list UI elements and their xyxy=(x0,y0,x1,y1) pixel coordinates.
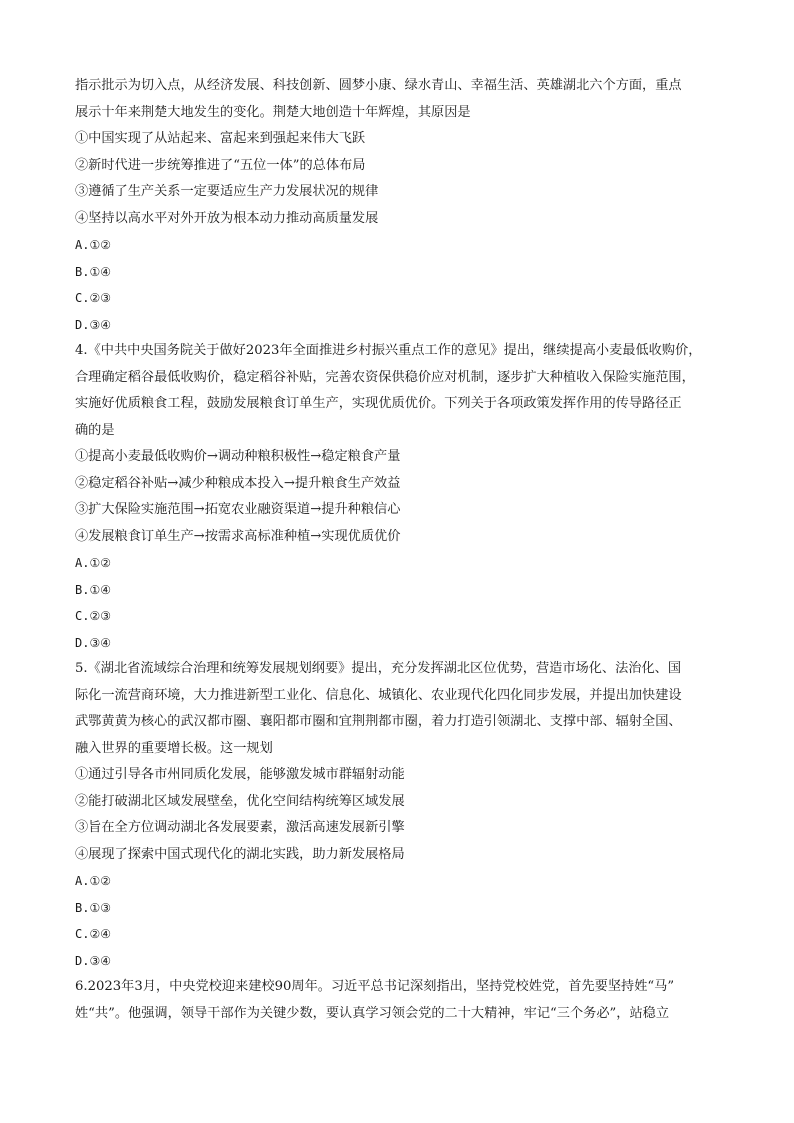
stem-line: 6.2023年3月，中央党校迎来建校90周年。习近平总书记深刻指出，坚持党校姓党，首先要坚持姓“马” xyxy=(75,979,675,994)
choice-c: C.②④ xyxy=(75,927,111,941)
statement-1: ①提高小麦最低收购价→调动种粮积极性→稳定粮食产量 xyxy=(75,449,401,464)
statement-3: ③扩大保险实施范围→拓宽农业融资渠道→提升种粮信心 xyxy=(75,502,401,517)
stem-line: 展示十年来荆楚大地发生的变化。荆楚大地创造十年辉煌，其原因是 xyxy=(75,104,471,120)
statement-4: ④坚持以高水平对外开放为根本动力推动高质量发展 xyxy=(75,210,379,226)
question-5 xyxy=(75,656,725,974)
stem-line: 合理确定稻谷最低收购价，稳定稻谷补贴，完善农资保供稳价应对机制，逐步扩大种植收入保险实施范围， xyxy=(75,369,695,385)
choice-b: B.①④ xyxy=(75,582,111,597)
choice-a: A.①② xyxy=(75,556,111,570)
choice-b: B.①④ xyxy=(75,264,111,279)
stem-line: 际化一流营商环境，大力推进新型工业化、信息化、城镇化、农业现代化四化同步发展，并提出加快建设 xyxy=(75,687,682,703)
stem-line: 融入世界的重要增长极。这一规划 xyxy=(75,740,273,756)
choice-a: A.①② xyxy=(75,238,111,252)
choice-d: D.③④ xyxy=(75,953,111,968)
exam-page xyxy=(75,73,725,1027)
statement-3: ③旨在全方位调动湖北各发展要素，激活高速发展新引擎 xyxy=(75,820,405,835)
stem-line: 5.《湖北省流域综合治理和统筹发展规划纲要》提出，充分发挥湖北区位优势，营造市场化、法治化、国 xyxy=(75,661,682,676)
stem-line: 武鄂黄黄为核心的武汉都市圈、襄阳都市圈和宜荆荆都市圈，着力打造引领湖北、支撑中部、辐射全国、 xyxy=(75,714,682,729)
choice-a: A.①② xyxy=(75,874,111,888)
choice-b: B.①③ xyxy=(75,900,111,915)
statement-1: ①中国实现了从站起来、富起来到强起来伟大飞跃 xyxy=(75,131,366,146)
statement-2: ②能打破湖北区域发展壁垒，优化空间结构统筹区域发展 xyxy=(75,793,405,809)
stem-line: 确的是 xyxy=(75,422,115,438)
choice-d: D.③④ xyxy=(75,317,111,332)
statement-1: ①通过引导各市州同质化发展，能够激发城市群辐射动能 xyxy=(75,767,405,782)
statement-2: ②稳定稻谷补贴→减少种粮成本投入→提升粮食生产效益 xyxy=(75,475,401,491)
question-6 xyxy=(75,974,725,1027)
statement-3: ③遵循了生产关系一定要适应生产力发展状况的规律 xyxy=(75,184,379,199)
choice-c: C.②③ xyxy=(75,291,111,305)
stem-line: 指示批示为切入点，从经济发展、科技创新、圆梦小康、绿水青山、幸福生活、英雄湖北六个方面，重点 xyxy=(75,78,682,93)
question-4-stem xyxy=(75,338,725,444)
stem-line: 4.《中共中央国务院关于做好2023年全面推进乡村振兴重点工作的意见》提出，继续提高小麦最低收购价， xyxy=(75,343,702,358)
question-6-stem xyxy=(75,974,725,1027)
question-3-stem xyxy=(75,73,725,126)
statement-2: ②新时代进一步统筹推进了“五位一体”的总体布局 xyxy=(75,157,366,173)
stem-line: 实施好优质粮食工程，鼓励发展粮食订单生产，实现优质优价。下列关于各项政策发挥作用的传导路径正 xyxy=(75,396,682,411)
statement-4: ④发展粮食订单生产→按需求高标准种植→实现优质优价 xyxy=(75,528,401,544)
question-5-stem xyxy=(75,656,725,762)
choice-c: C.②③ xyxy=(75,609,111,623)
choice-d: D.③④ xyxy=(75,635,111,650)
question-4 xyxy=(75,338,725,656)
question-3 xyxy=(75,73,725,338)
stem-line: 姓“共”。他强调，领导干部作为关键少数，要认真学习领会党的二十大精神，牢记“三个务必”，站稳立 xyxy=(75,1005,670,1021)
statement-4: ④展现了探索中国式现代化的湖北实践，助力新发展格局 xyxy=(75,846,405,862)
